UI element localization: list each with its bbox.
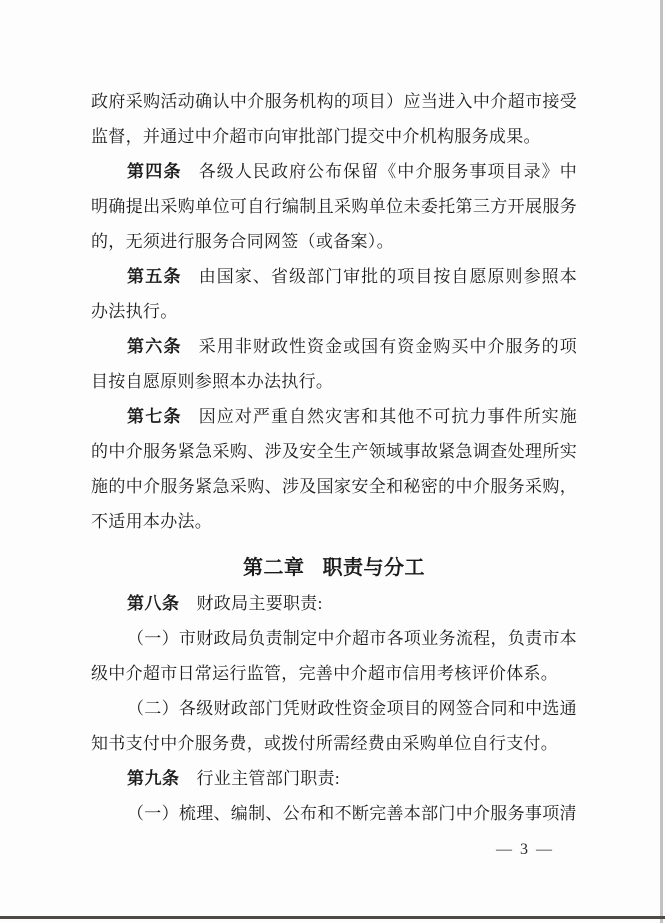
page-body-text: [91, 84, 577, 831]
paragraph-article-4: [91, 154, 577, 259]
scan-edge-bottom: [0, 916, 665, 919]
article-4-number: 第四条: [127, 162, 182, 181]
article-9-text: 行业主管部门职责:: [196, 769, 340, 788]
article-8-text: 财政局主要职责:: [196, 594, 323, 613]
paragraph-article-9-item-1: （一）梳理、编制、公布和不断完善本部门中介服务事项清: [127, 804, 577, 823]
article-7-number: 第七条: [127, 407, 182, 426]
paragraph-article-8-item-1: （一）市财政局负责制定中介超市各项业务流程，负责市本级中介超市日常运行监管，完善中介超市信用考核评价体系。: [91, 629, 577, 683]
article-6-text: 采用非财政性资金或国有资金购买中介服务的项目按自愿原则参照本办法执行。: [91, 337, 577, 391]
article-4-text: 各级人民政府公布保留《中介服务事项目录》中明确提出采购单位可自行编制且采购单位未委托第三方开展服务的，无须进行服务合同网签（或备案）。: [91, 162, 577, 251]
chapter-heading-number: 第二章: [243, 557, 305, 579]
scan-edge-right: [660, 0, 663, 923]
paragraph-article-5: [91, 259, 577, 329]
article-5-number: 第五条: [127, 267, 182, 286]
paragraph-article-7: [91, 399, 577, 539]
paragraph-article-8-item-2: （二）各级财政部门凭财政性资金项目的网签合同和中选通知书支付中介服务费，或拨付所需经费由采购单位自行支付。: [91, 699, 577, 753]
article-5-text: 由国家、省级部门审批的项目按自愿原则参照本办法执行。: [91, 267, 577, 321]
paragraph-article-6: [91, 329, 577, 399]
article-8-number: 第八条: [127, 594, 180, 613]
article-6-number: 第六条: [127, 337, 182, 356]
article-7-text: 因应对严重自然灾害和其他不可抗力事件所实施的中介服务紧急采购、涉及安全生产领域事故紧急调查处理所实施的中介服务紧急采购、涉及国家安全和秘密的中介服务采购，不适用本办法。: [91, 407, 577, 531]
paragraph-article-9: [91, 761, 577, 796]
chapter-heading-title: 职责与分工: [322, 557, 425, 579]
chapter-heading: [91, 551, 577, 586]
paragraph-article-8: [91, 586, 577, 621]
page-number: — 3 —: [496, 841, 554, 858]
paragraph-continuation: 政府采购活动确认中介服务机构的项目）应当进入中介超市接受监督，并通过中介超市向审批部门提交中介机构服务成果。: [91, 92, 577, 146]
article-9-number: 第九条: [127, 769, 180, 788]
